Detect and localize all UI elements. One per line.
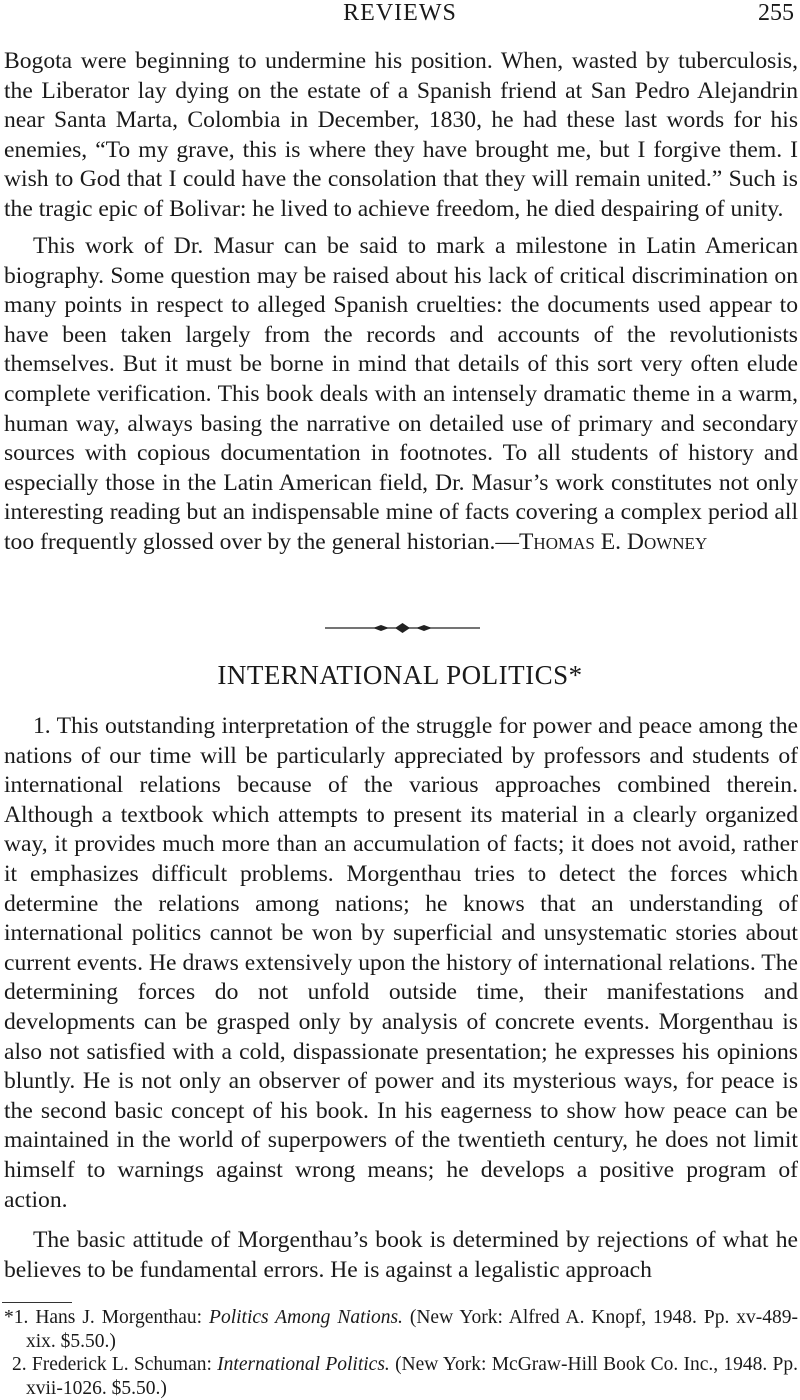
- footnotes: [4, 1306, 798, 1400]
- section-paragraph-1: [4, 712, 798, 1215]
- review-author: Thomas E. Downey: [519, 528, 708, 555]
- section-title: INTERNATIONAL POLITICS*: [217, 660, 583, 690]
- running-head: REVIEWS: [343, 0, 457, 26]
- review-paragraph-2: [4, 232, 798, 558]
- review-paragraph-1-text: Bogota were beginning to undermine his position. When, wasted by tuberculosis, the Liberator lay dying on the estate of a Spanish friend at San Pedro Alejandrin near Santa Marta, Colombia in December, 1830, he had these last words for his enemies, “To my grave, this is where they have brought me, but I forgive them. I wish to God that I could have the consolation that they will remain united.” Such is the tragic epic of Bolivar: he lived to achieve freedom, he died despairing of unity.: [4, 48, 798, 222]
- review-paragraph-2-text: This work of Dr. Masur can be said to mark a milestone in Latin American biography. Some question may be raised about his lack of critical discrimination on many points in respect to alleged Spanish cruelties: the documents used appear to have been taken largely from the records and accounts of the revolutionists themselves. But it must be borne in mind that details of this sort very often elude complete verification. This book deals with an intensely dramatic theme in a warm, human way, always basing the narrative on detailed use of primary and secondary sources with copious documentation in footnotes. To all students of history and especially those in the Latin American field, Dr. Masur’s work constitutes not only interesting reading but an indispensable mine of facts covering a complex period all too frequently glossed over by the general historian.—: [4, 233, 798, 555]
- footnote-2: [4, 1353, 798, 1400]
- footnote-1-marker: *1.: [4, 1307, 29, 1328]
- footnote-2-marker: 2.: [12, 1354, 27, 1376]
- footnote-1-title: Politics Among Nations.: [209, 1307, 403, 1328]
- footnote-1: [4, 1306, 798, 1353]
- section-paragraph-2-text: The basic attitude of Morgenthau’s book is determined by rejections of what he believes to be fundamental errors. He is against a legalistic approach: [4, 1227, 798, 1283]
- footnote-2-publication: (New York: McGraw-Hill Book Co. Inc., 1948. Pp. xvii-1026. $5.50.): [26, 1354, 799, 1399]
- footnote-2-title: International Politics.: [217, 1354, 390, 1376]
- page-header: [0, 0, 800, 26]
- page-number: 255: [758, 0, 794, 26]
- section-paragraph-1-text: 1. This outstanding interpretation of the struggle for power and peace among the nations of our time will be particularly appreciated by professors and students of international relations because of the various approaches combined therein. Although a textbook which attempts to present its material in a clearly organized way, it provides much more than an accumulation of facts; it does not avoid, rather it emphasizes difficult problems. Morgenthau tries to detect the forces which determine the relations among nations; he knows that an understanding of international politics cannot be won by superficial and unsystematic stories about current events. He draws extensively upon the history of international relations. The determining forces do not unfold outside time, their manifestations and developments can be grasped only by analysis of concrete events. Morgenthau is also not satisfied with a cold, dispassionate presentation; he expresses his opinions bluntly. He is not only an observer of power and its mysterious ways, for peace is the second basic concept of his book. In his eagerness to show how peace can be maintained in the world of superpowers of the twentieth century, he does not limit himself to warnings against wrong means; he develops a positive program of action.: [4, 713, 798, 1213]
- footnote-1-publication: (New York: Alfred A. Knopf, 1948. Pp. xv-489-xix. $5.50.): [26, 1307, 798, 1352]
- section-divider-ornament: [325, 622, 480, 634]
- footnote-1-author: Hans J. Morgenthau:: [35, 1307, 203, 1328]
- footnote-2-author: Frederick L. Schuman:: [31, 1354, 212, 1376]
- section-paragraph-2: [4, 1226, 798, 1285]
- footnote-rule: [2, 1302, 72, 1303]
- review-paragraph-1: [4, 47, 798, 225]
